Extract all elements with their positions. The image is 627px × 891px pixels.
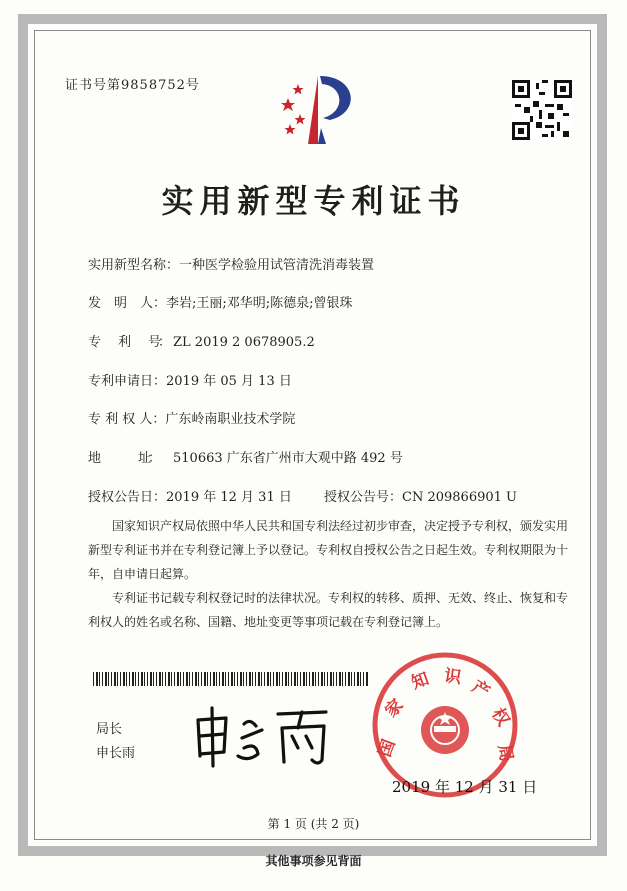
svg-text:家: 家	[381, 695, 408, 722]
utility-model-name-label: 实用新型名称：	[88, 258, 180, 273]
director-signature-icon	[186, 700, 336, 770]
filing-date-label: 专利申请日：	[88, 374, 167, 389]
address-value: 510663 广东省广州市大观中路 492 号	[173, 451, 403, 466]
grant-number-row	[324, 486, 517, 505]
filing-date-row	[88, 370, 292, 389]
utility-model-name-row	[88, 254, 374, 273]
inventor-label: 发 明 人：	[88, 296, 167, 311]
grant-number-value: CN 209866901 U	[402, 490, 517, 505]
patent-number-value: ZL 2019 2 0678905.2	[173, 335, 315, 350]
grant-date-value: 2019 年 12 月 31 日	[166, 490, 292, 505]
address-label: 地 址：	[88, 451, 159, 466]
filing-date-value: 2019 年 05 月 13 日	[166, 374, 292, 389]
certificate-title: 实用新型专利证书	[161, 182, 466, 220]
legal-status-paragraph: 专利证书记载专利权登记时的法律状况。专利权的转移、质押、无效、终止、恢复和专利权人的姓名或名称、国籍、地址变更等事项记载在专利登记簿上。	[88, 591, 569, 629]
svg-text:识: 识	[442, 665, 463, 689]
patentee-value: 广东岭南职业技术学院	[165, 412, 296, 427]
svg-text:权: 权	[487, 704, 514, 730]
certificate-number: 证书号第9858752号	[65, 78, 200, 93]
cnipa-logo-icon	[278, 68, 368, 148]
seal-date: 2019 年 12 月 31 日	[392, 778, 538, 796]
grant-date-row	[88, 486, 292, 505]
patent-number-label: 专 利 号：	[88, 335, 169, 350]
director-name: 申长雨	[96, 746, 136, 761]
grant-statement-paragraph: 国家知识产权局依照中华人民共和国专利法经过初步审查，决定授予专利权，颁发实用新型专利证书并在专利登记簿上予以登记。专利权自授权公告之日起生效。专利权期限为十年，自申请日起算。	[88, 519, 569, 581]
footer-note: 其他事项参见背面	[265, 854, 362, 868]
grant-date-label: 授权公告日：	[88, 490, 167, 505]
patentee-label: 专 利 权 人：	[88, 412, 166, 427]
director-title: 局长	[96, 722, 123, 737]
svg-text:国: 国	[374, 736, 400, 760]
svg-text:产: 产	[468, 676, 494, 703]
patent-number-row	[88, 331, 315, 350]
utility-model-name-value: 一种医学检验用试管清洗消毒装置	[179, 258, 375, 273]
page-indicator: 第 1 页 (共 2 页)	[267, 817, 360, 831]
svg-text:知: 知	[408, 668, 432, 694]
qr-code-icon	[512, 80, 572, 140]
address-row	[88, 447, 403, 466]
inventor-value: 李岩;王丽;邓华明;陈德泉;曾银珠	[166, 296, 353, 311]
barcode-icon	[93, 672, 369, 686]
grant-number-label: 授权公告号：	[324, 490, 403, 505]
inventor-row	[88, 292, 353, 311]
svg-text:局: 局	[493, 743, 517, 764]
patentee-row	[88, 408, 295, 427]
